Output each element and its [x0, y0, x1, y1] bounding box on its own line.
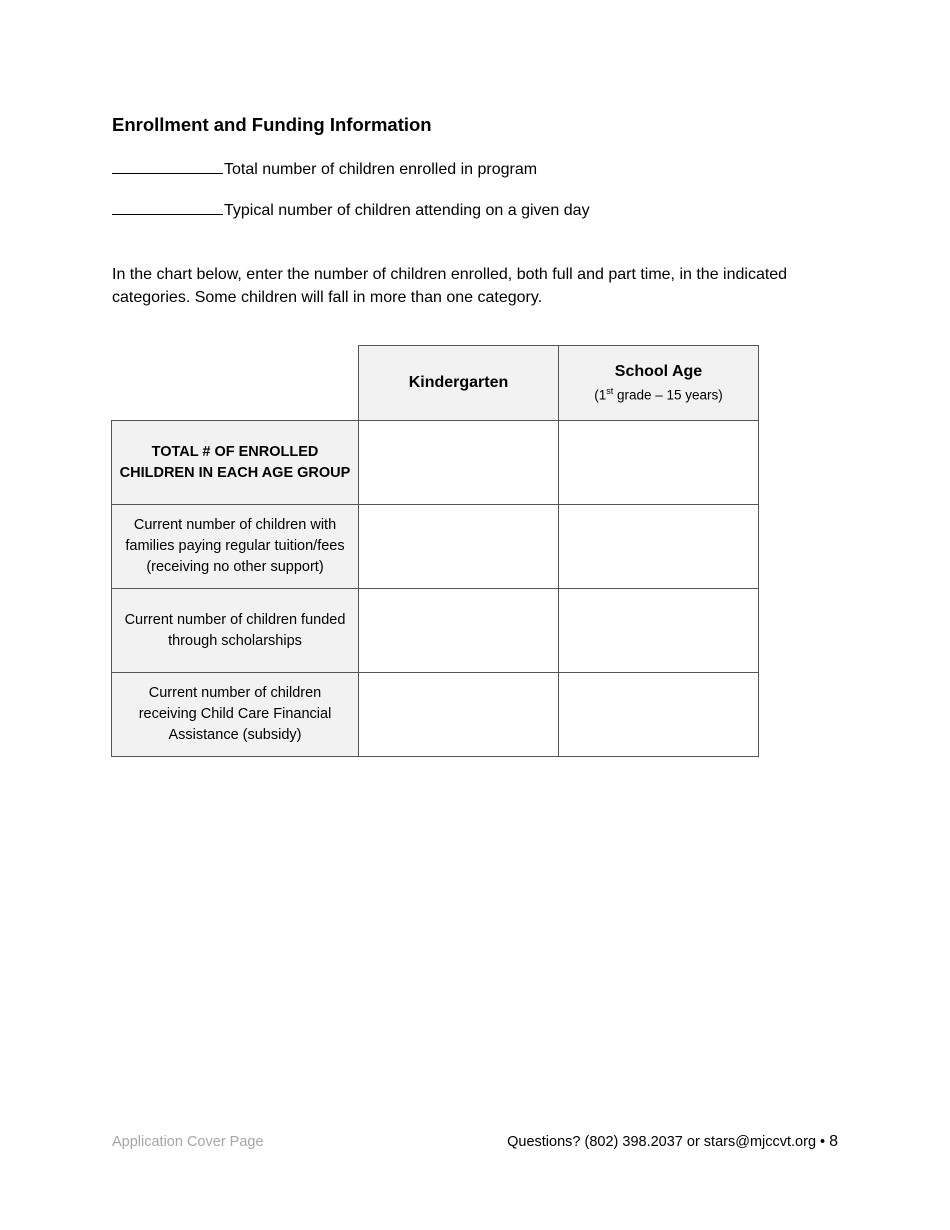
header-school-age-note: (1st grade – 15 years) — [594, 385, 723, 403]
row-label-total-enrolled: TOTAL # OF ENROLLED CHILDREN IN EACH AGE GROUP — [112, 421, 359, 505]
table-row — [112, 421, 759, 505]
typical-attending-line — [112, 198, 590, 222]
table-header-row — [112, 346, 759, 421]
cell-scholarship-school-age[interactable] — [559, 589, 759, 673]
page-title: Enrollment and Funding Information — [112, 114, 432, 135]
page-number: 8 — [829, 1133, 838, 1150]
cell-tuition-kindergarten[interactable] — [359, 505, 559, 589]
total-enrolled-blank[interactable] — [112, 157, 223, 174]
table-row — [112, 673, 759, 757]
cell-tuition-school-age[interactable] — [559, 505, 759, 589]
footer-section-title: Application Cover Page — [112, 1134, 264, 1150]
footer-contact — [507, 1132, 838, 1152]
enrollment-table — [111, 345, 759, 757]
header-school-age-label: School Age — [614, 362, 703, 380]
cell-total-kindergarten[interactable] — [359, 421, 559, 505]
instructions-text: In the chart below, enter the number of children enrolled, both full and part time, in the indicated categories. Some children will fall in more than one category. — [112, 266, 788, 306]
footer-bullet: • — [820, 1134, 826, 1150]
table-row — [112, 505, 759, 589]
total-enrolled-label: Total number of children enrolled in program — [224, 161, 538, 178]
typical-attending-label: Typical number of children attending on a given day — [224, 202, 590, 219]
table-row — [112, 589, 759, 673]
table-corner-cell — [112, 346, 359, 421]
footer-contact-text: Questions? (802) 398.2037 or stars@mjccvt.org — [507, 1134, 817, 1150]
header-school-age — [559, 346, 759, 421]
cell-subsidy-kindergarten[interactable] — [359, 673, 559, 757]
cell-scholarship-kindergarten[interactable] — [359, 589, 559, 673]
total-enrolled-line — [112, 157, 537, 181]
row-label-scholarships: Current number of children funded through scholarships — [112, 589, 359, 673]
row-label-regular-tuition: Current number of children with families paying regular tuition/fees (receiving no other support) — [112, 505, 359, 589]
cell-subsidy-school-age[interactable] — [559, 673, 759, 757]
row-label-subsidy: Current number of children receiving Child Care Financial Assistance (subsidy) — [112, 673, 359, 757]
cell-total-school-age[interactable] — [559, 421, 759, 505]
typical-attending-blank[interactable] — [112, 198, 223, 215]
header-kindergarten: Kindergarten — [359, 346, 559, 421]
